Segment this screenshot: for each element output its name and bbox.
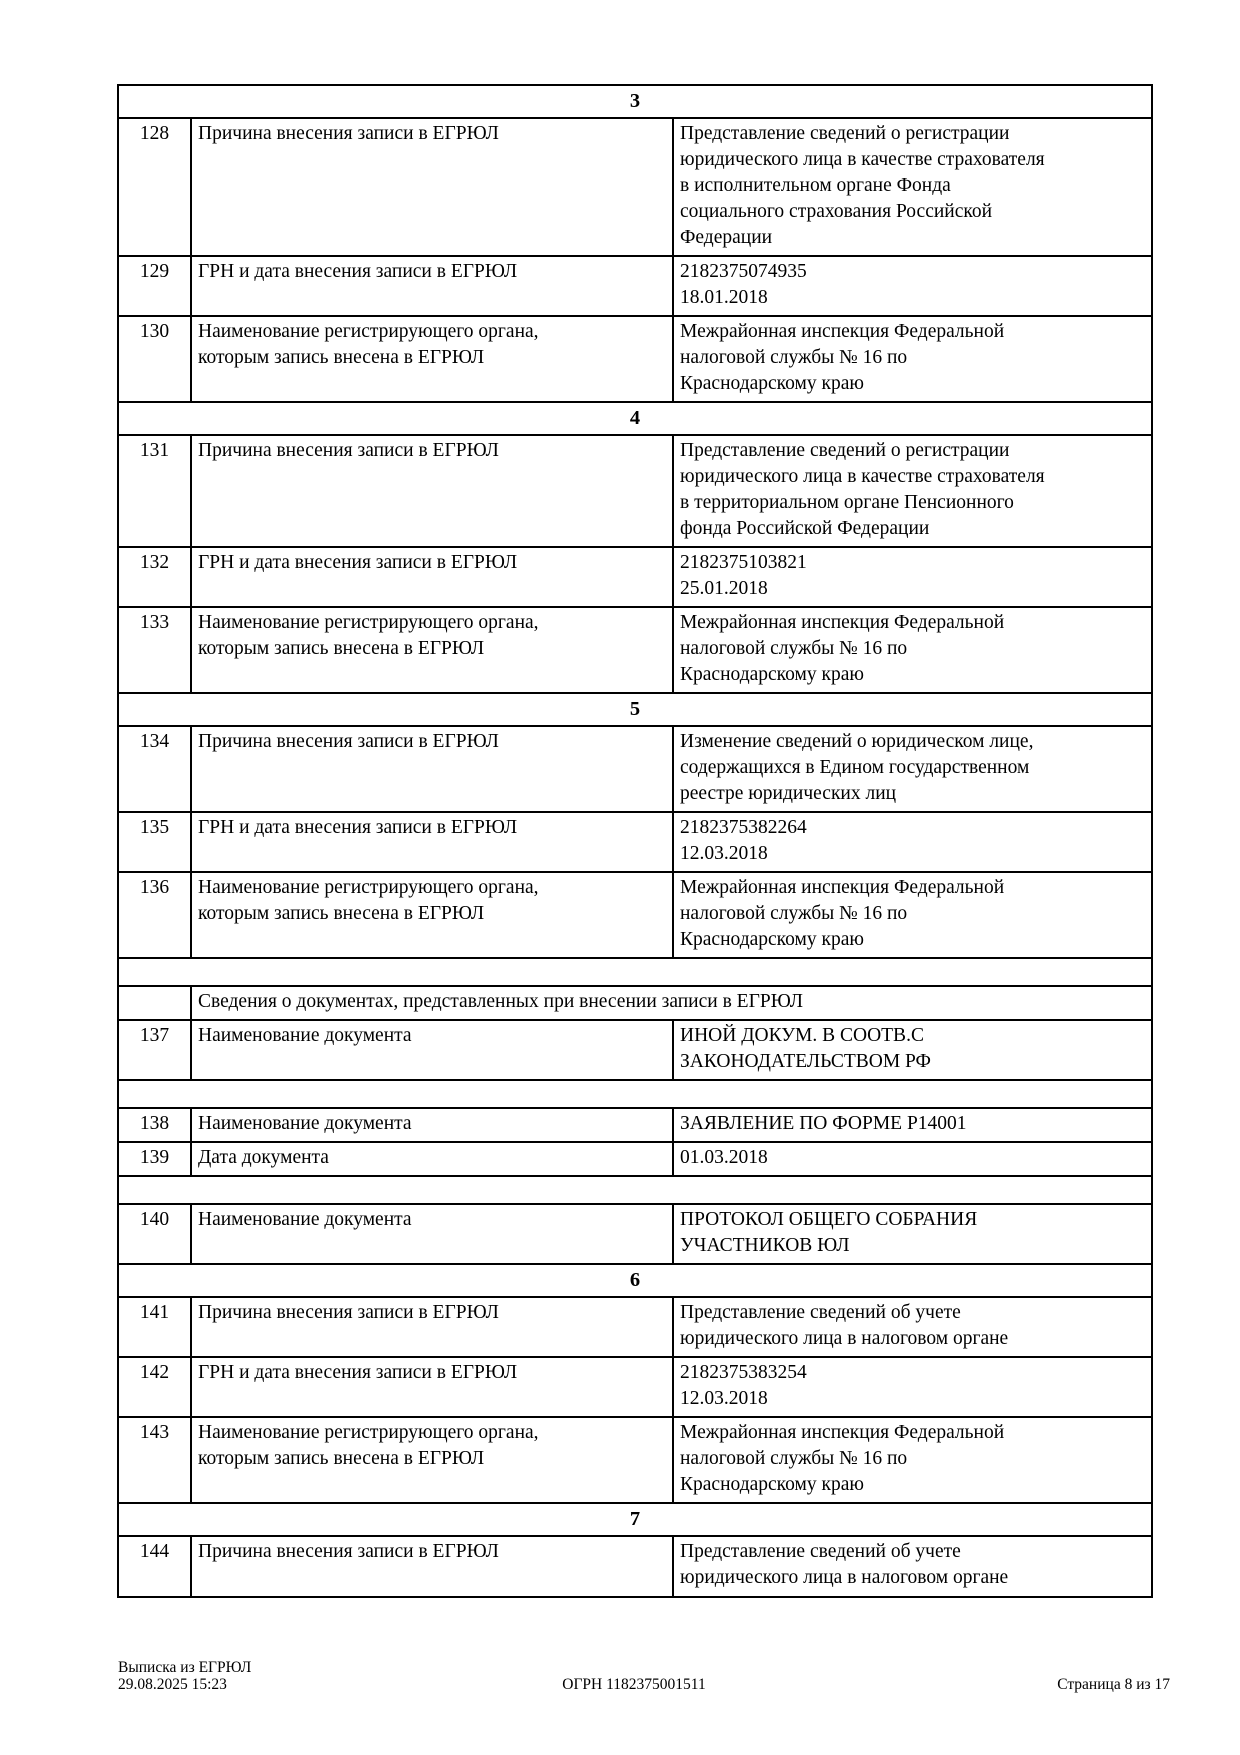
attribute-value-cell: Представление сведений об учете юридического лица в налоговом органе bbox=[673, 1536, 1152, 1597]
empty-spacer-row bbox=[118, 958, 1152, 986]
section-number-row bbox=[118, 1503, 1152, 1536]
section-number: 7 bbox=[118, 1503, 1152, 1536]
attribute-name-cell: Наименование регистрирующего органа, которым запись внесена в ЕГРЮЛ bbox=[191, 607, 673, 693]
attribute-value-cell: Представление сведений о регистрации юридического лица в качестве страхователя в территориальном органе Пенсионного фонда Российской Федерации bbox=[673, 435, 1152, 547]
section-number-row bbox=[118, 85, 1152, 118]
table-row bbox=[118, 547, 1152, 607]
empty-spacer-row bbox=[118, 1080, 1152, 1108]
row-number-cell: 135 bbox=[118, 812, 191, 872]
attribute-name-cell: Причина внесения записи в ЕГРЮЛ bbox=[191, 435, 673, 547]
section-number: 3 bbox=[118, 85, 1152, 118]
footer-page-number: Страница 8 из 17 bbox=[1057, 1676, 1170, 1693]
table-row bbox=[118, 1536, 1152, 1597]
row-number-cell: 134 bbox=[118, 726, 191, 812]
table-row bbox=[118, 1417, 1152, 1503]
attribute-name-cell: Причина внесения записи в ЕГРЮЛ bbox=[191, 118, 673, 256]
egrul-table-body bbox=[118, 85, 1152, 1597]
attribute-name-cell: Наименование регистрирующего органа, которым запись внесена в ЕГРЮЛ bbox=[191, 1417, 673, 1503]
row-number-cell: 143 bbox=[118, 1417, 191, 1503]
attribute-name-cell: ГРН и дата внесения записи в ЕГРЮЛ bbox=[191, 547, 673, 607]
attribute-value-cell: ЗАЯВЛЕНИЕ ПО ФОРМЕ Р14001 bbox=[673, 1108, 1152, 1142]
subheader-cell: Сведения о документах, представленных при внесении записи в ЕГРЮЛ bbox=[191, 986, 1152, 1020]
row-number-cell: 139 bbox=[118, 1142, 191, 1176]
section-number-row bbox=[118, 1264, 1152, 1297]
row-number-cell: 140 bbox=[118, 1204, 191, 1264]
attribute-name-cell: ГРН и дата внесения записи в ЕГРЮЛ bbox=[191, 256, 673, 316]
footer-doc-type: Выписка из ЕГРЮЛ bbox=[118, 1659, 252, 1676]
row-number-cell: 128 bbox=[118, 118, 191, 256]
attribute-name-cell: Причина внесения записи в ЕГРЮЛ bbox=[191, 726, 673, 812]
section-number-row bbox=[118, 693, 1152, 726]
table-row bbox=[118, 1204, 1152, 1264]
table-row bbox=[118, 812, 1152, 872]
table-row bbox=[118, 256, 1152, 316]
spacer-cell bbox=[118, 1176, 1152, 1204]
table-row bbox=[118, 1142, 1152, 1176]
empty-spacer-row bbox=[118, 1176, 1152, 1204]
table-row bbox=[118, 1108, 1152, 1142]
attribute-name-cell: Причина внесения записи в ЕГРЮЛ bbox=[191, 1297, 673, 1357]
table-row bbox=[118, 118, 1152, 256]
row-number-cell bbox=[118, 986, 191, 1020]
attribute-value-cell: ПРОТОКОЛ ОБЩЕГО СОБРАНИЯ УЧАСТНИКОВ ЮЛ bbox=[673, 1204, 1152, 1264]
attribute-value-cell: Межрайонная инспекция Федеральной налоговой службы № 16 по Краснодарскому краю bbox=[673, 1417, 1152, 1503]
attribute-name-cell: ГРН и дата внесения записи в ЕГРЮЛ bbox=[191, 812, 673, 872]
section-number: 6 bbox=[118, 1264, 1152, 1297]
attribute-name-cell: Наименование регистрирующего органа, которым запись внесена в ЕГРЮЛ bbox=[191, 872, 673, 958]
spacer-cell bbox=[118, 1080, 1152, 1108]
attribute-name-cell: ГРН и дата внесения записи в ЕГРЮЛ bbox=[191, 1357, 673, 1417]
table-row bbox=[118, 316, 1152, 402]
attribute-name-cell: Наименование регистрирующего органа, которым запись внесена в ЕГРЮЛ bbox=[191, 316, 673, 402]
table-row bbox=[118, 607, 1152, 693]
attribute-name-cell: Наименование документа bbox=[191, 1020, 673, 1080]
table-row bbox=[118, 1357, 1152, 1417]
attribute-value-cell: 01.03.2018 bbox=[673, 1142, 1152, 1176]
row-number-cell: 141 bbox=[118, 1297, 191, 1357]
row-number-cell: 136 bbox=[118, 872, 191, 958]
row-number-cell: 131 bbox=[118, 435, 191, 547]
egrul-records-table bbox=[117, 84, 1153, 1598]
attribute-name-cell: Дата документа bbox=[191, 1142, 673, 1176]
attribute-value-cell: 2182375382264 12.03.2018 bbox=[673, 812, 1152, 872]
row-number-cell: 142 bbox=[118, 1357, 191, 1417]
section-number: 4 bbox=[118, 402, 1152, 435]
footer-timestamp: 29.08.2025 15:23 bbox=[118, 1676, 227, 1693]
spacer-cell bbox=[118, 958, 1152, 986]
attribute-name-cell: Наименование документа bbox=[191, 1108, 673, 1142]
documents-subheader-row bbox=[118, 986, 1152, 1020]
attribute-value-cell: 2182375103821 25.01.2018 bbox=[673, 547, 1152, 607]
row-number-cell: 138 bbox=[118, 1108, 191, 1142]
attribute-value-cell: Межрайонная инспекция Федеральной налоговой службы № 16 по Краснодарскому краю bbox=[673, 316, 1152, 402]
footer-ogrn: ОГРН 1182375001511 bbox=[562, 1676, 706, 1693]
row-number-cell: 137 bbox=[118, 1020, 191, 1080]
attribute-value-cell: Межрайонная инспекция Федеральной налоговой службы № 16 по Краснодарскому краю bbox=[673, 872, 1152, 958]
table-row bbox=[118, 1297, 1152, 1357]
attribute-value-cell: ИНОЙ ДОКУМ. В СООТВ.С ЗАКОНОДАТЕЛЬСТВОМ РФ bbox=[673, 1020, 1152, 1080]
attribute-value-cell: Изменение сведений о юридическом лице, содержащихся в Едином государственном реестре юридических лиц bbox=[673, 726, 1152, 812]
attribute-name-cell: Причина внесения записи в ЕГРЮЛ bbox=[191, 1536, 673, 1597]
table-row bbox=[118, 872, 1152, 958]
attribute-value-cell: 2182375074935 18.01.2018 bbox=[673, 256, 1152, 316]
row-number-cell: 130 bbox=[118, 316, 191, 402]
attribute-value-cell: Межрайонная инспекция Федеральной налоговой службы № 16 по Краснодарскому краю bbox=[673, 607, 1152, 693]
row-number-cell: 144 bbox=[118, 1536, 191, 1597]
section-number: 5 bbox=[118, 693, 1152, 726]
row-number-cell: 129 bbox=[118, 256, 191, 316]
table-row bbox=[118, 726, 1152, 812]
attribute-name-cell: Наименование документа bbox=[191, 1204, 673, 1264]
attribute-value-cell: Представление сведений о регистрации юридического лица в качестве страхователя в исполнительном органе Фонда социального страхования Российской Федерации bbox=[673, 118, 1152, 256]
attribute-value-cell: 2182375383254 12.03.2018 bbox=[673, 1357, 1152, 1417]
row-number-cell: 133 bbox=[118, 607, 191, 693]
table-row bbox=[118, 1020, 1152, 1080]
section-number-row bbox=[118, 402, 1152, 435]
attribute-value-cell: Представление сведений об учете юридического лица в налоговом органе bbox=[673, 1297, 1152, 1357]
row-number-cell: 132 bbox=[118, 547, 191, 607]
table-row bbox=[118, 435, 1152, 547]
